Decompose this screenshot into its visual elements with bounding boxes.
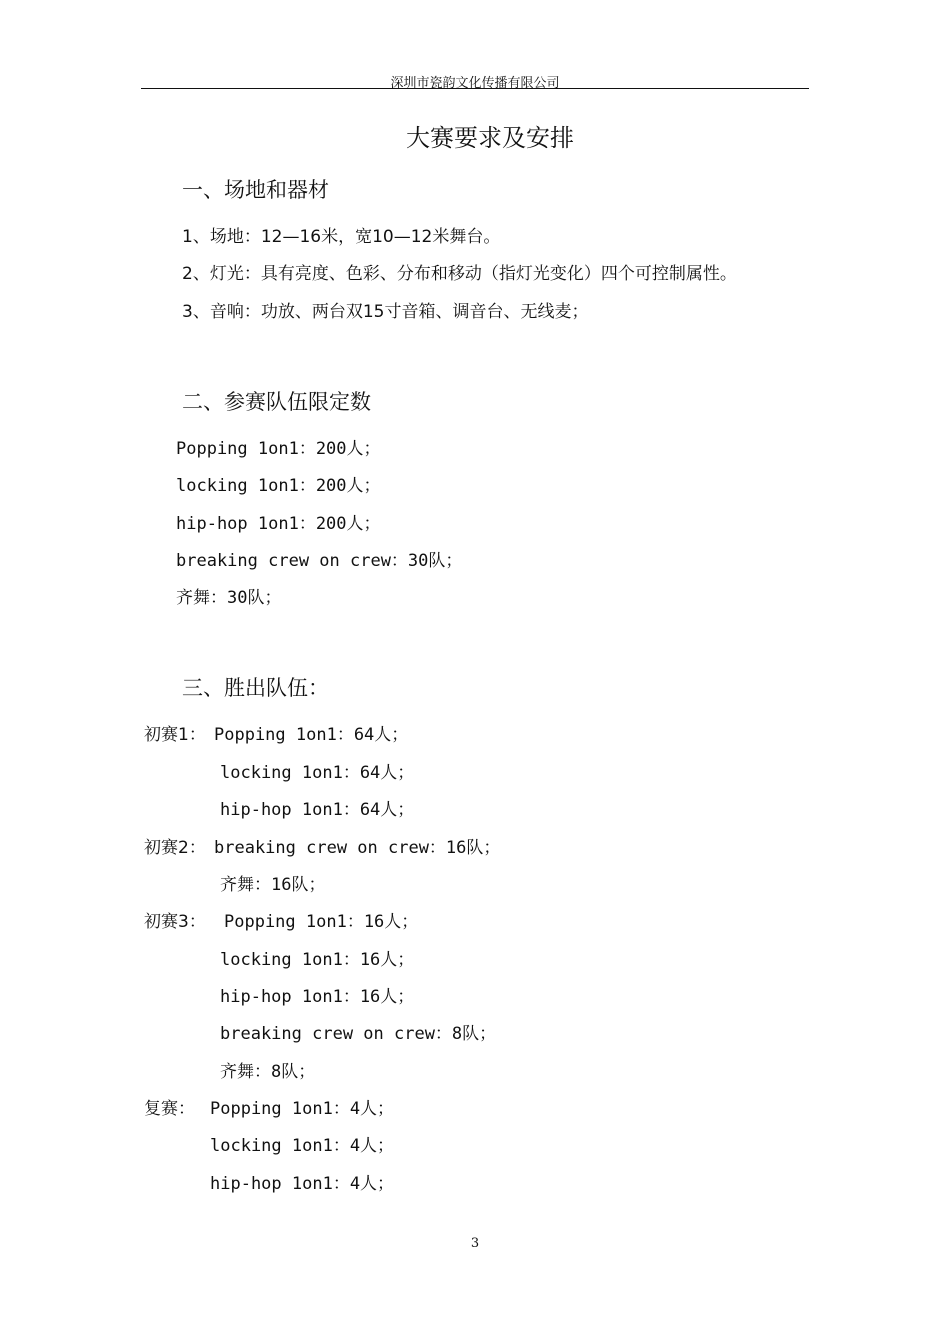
team-limit-item: Popping 1on1：200人；	[176, 439, 381, 459]
round-entry: breaking crew on crew：16队；	[214, 838, 501, 858]
round-label: 初赛3：	[144, 912, 206, 932]
round-entry: hip-hop 1on1：64人；	[220, 800, 415, 820]
round-entry: Popping 1on1：4人；	[210, 1099, 395, 1119]
venue-item: 2、灯光：具有亮度、色彩、分布和移动（指灯光变化）四个可控制属性。	[182, 264, 737, 284]
round-entry: hip-hop 1on1：16人；	[220, 987, 415, 1007]
section-heading-venue: 一、场地和器材	[182, 178, 329, 202]
section-heading-winners: 三、胜出队伍：	[182, 676, 329, 700]
round-label: 初赛2：	[144, 838, 206, 858]
team-limit-item: 齐舞：30队；	[176, 588, 282, 608]
page-number: 3	[470, 1236, 480, 1251]
venue-item: 3、音响：功放、两台双15寸音箱、调音台、无线麦；	[182, 302, 589, 322]
header-divider	[141, 88, 809, 89]
team-limit-item: hip-hop 1on1：200人；	[176, 514, 381, 534]
team-limit-item: locking 1on1：200人；	[176, 476, 381, 496]
round-entry: locking 1on1：16人；	[220, 950, 415, 970]
round-entry: locking 1on1：64人；	[220, 763, 415, 783]
round-entry: Popping 1on1：64人；	[214, 725, 409, 745]
round-label: 初赛1：	[144, 725, 206, 745]
round-entry: 齐舞：8队；	[220, 1062, 316, 1082]
round-label: 复赛：	[144, 1099, 195, 1119]
round-entry: Popping 1on1：16人；	[224, 912, 419, 932]
round-entry: 齐舞：16队；	[220, 875, 326, 895]
round-entry: breaking crew on crew：8队；	[220, 1024, 497, 1044]
page-header-company: 深圳市瓷韵文化传播有限公司	[390, 76, 560, 91]
venue-item: 1、场地：12—16米，宽10—12米舞台。	[182, 227, 501, 247]
team-limit-item: breaking crew on crew：30队；	[176, 551, 463, 571]
document-title: 大赛要求及安排	[406, 124, 574, 152]
round-entry: hip-hop 1on1：4人；	[210, 1174, 395, 1194]
section-heading-team-limits: 二、参赛队伍限定数	[182, 390, 371, 414]
round-entry: locking 1on1：4人；	[210, 1136, 395, 1156]
